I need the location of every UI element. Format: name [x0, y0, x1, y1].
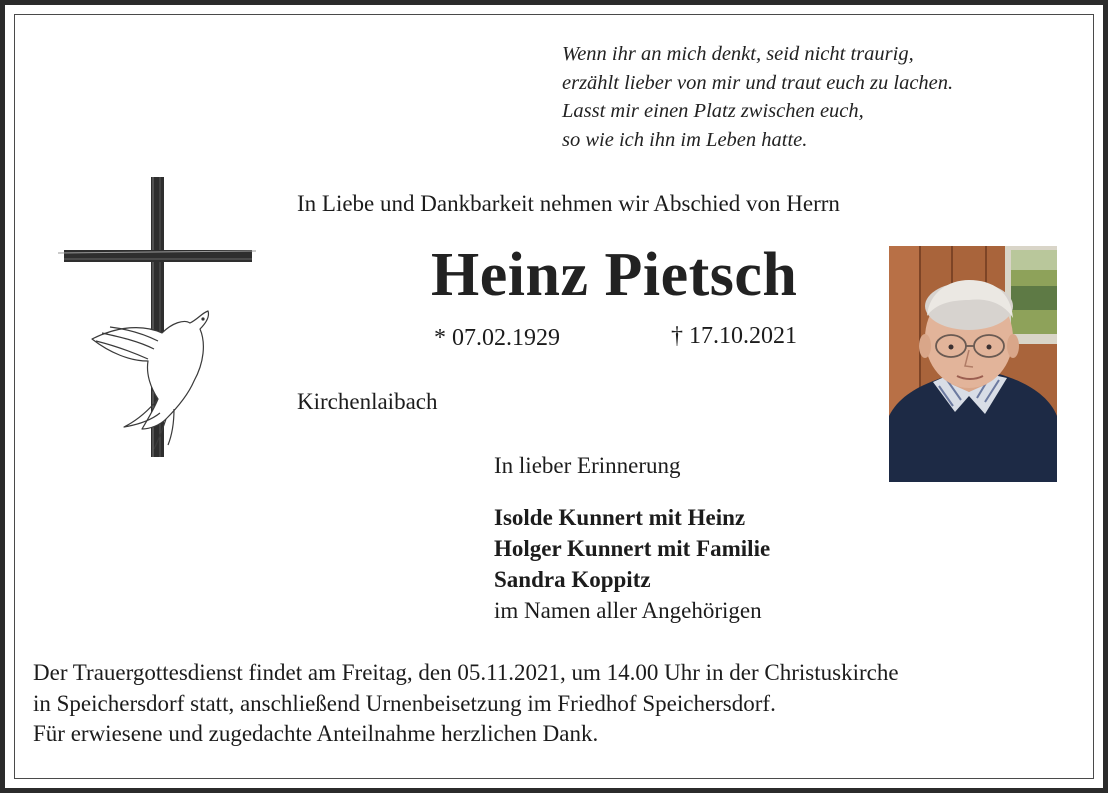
intro-line: In Liebe und Dankbarkeit nehmen wir Abschied von Herrn: [297, 191, 840, 216]
poem-line: Wenn ihr an mich denkt, seid nicht traurig,: [562, 43, 914, 65]
portrait-photo: [889, 246, 1057, 482]
hometown: Kirchenlaibach: [297, 389, 438, 414]
memory-heading: In lieber Erinnerung: [494, 453, 681, 478]
mourner-name: Holger Kunnert mit Familie: [494, 536, 771, 561]
poem-line: so wie ich ihn im Leben hatte.: [562, 128, 808, 151]
service-line: Der Trauergottesdienst findet am Freitag, den 05.11.2021, um 14.00 Uhr in der Christuskirche: [33, 660, 899, 685]
mourner-name: Sandra Koppitz: [494, 567, 651, 592]
mourners-list: [494, 502, 770, 626]
deceased-name: Heinz Pietsch: [431, 241, 798, 309]
death-date: † 17.10.2021: [671, 323, 797, 349]
poem: [562, 40, 953, 154]
service-info: [33, 658, 899, 750]
mourner-name: Isolde Kunnert mit Heinz: [494, 505, 746, 530]
mourners-note: im Namen aller Angehörigen: [494, 598, 762, 623]
birth-date: * 07.02.1929: [434, 325, 560, 351]
poem-line: Lasst mir einen Platz zwischen euch,: [562, 100, 864, 122]
poem-line: erzählt lieber von mir und traut euch zu lachen.: [562, 71, 954, 94]
cross-with-dove-icon: [50, 173, 260, 463]
service-line: in Speichersdorf statt, anschließend Urnenbeisetzung im Friedhof Speichersdorf.: [33, 690, 776, 716]
service-line: Für erwiesene und zugedachte Anteilnahme herzlichen Dank.: [33, 721, 599, 746]
